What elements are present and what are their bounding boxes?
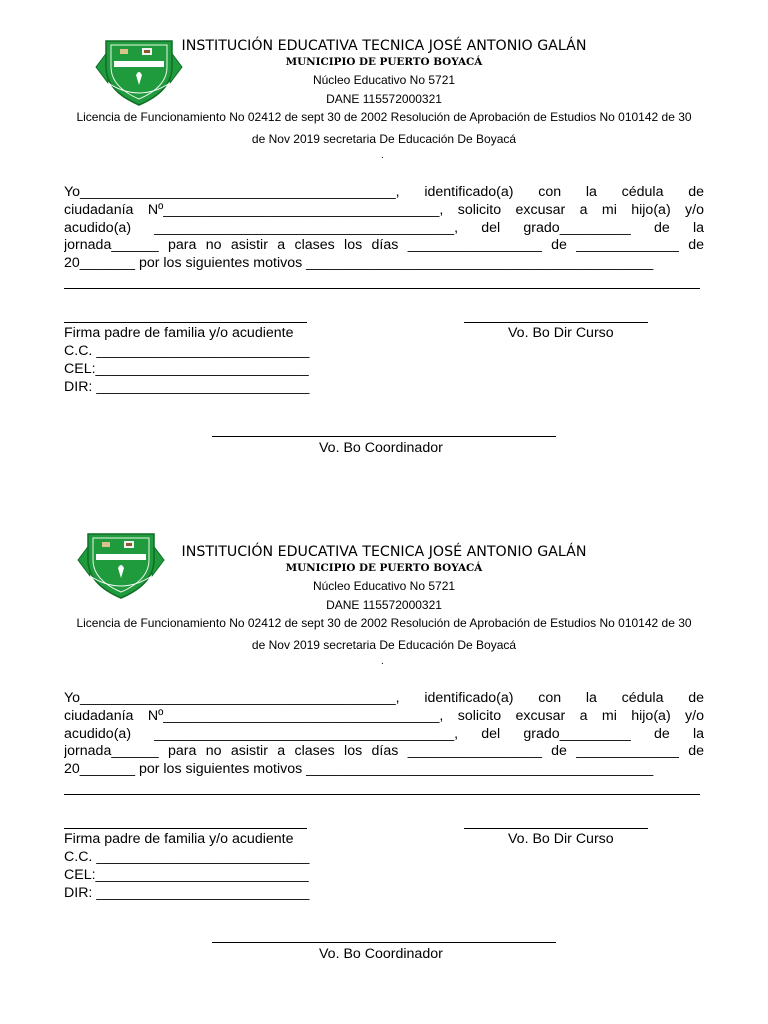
nucleus-line: Núcleo Educativo No 5721 <box>312 73 456 87</box>
dir-field: DIR: ___________________________ <box>64 379 310 395</box>
municipality-title: MUNICIPIO DE PUERTO BOYACÁ <box>285 56 483 68</box>
director-signature-line <box>464 322 648 323</box>
paragraph-line-4: jornada______ para no asistir a clases los días _________________ de _____________ de <box>64 237 704 254</box>
cel-field: CEL:___________________________ <box>64 361 309 377</box>
parent-signature-label: Firma padre de familia y/o acudiente <box>64 325 294 341</box>
paragraph-line-2: ciudadanía Nº___________________________________, solicito excusar a mi hijo(a) y/o <box>64 707 704 724</box>
paragraph-line-3: acudido(a) ______________________________________, del grado_________ de la <box>64 219 704 236</box>
nucleus-line: Núcleo Educativo No 5721 <box>312 579 456 593</box>
coordinator-signature-line <box>212 942 556 943</box>
paragraph-line-5: 20_______ por los siguientes motivos ____________________________________________ <box>64 761 654 778</box>
excuse-form <box>0 506 768 1012</box>
parent-signature-line <box>64 322 307 323</box>
dane-code: DANE 115572000321 <box>326 92 442 106</box>
separator-dot: . <box>381 656 384 667</box>
paragraph-line-4: jornada______ para no asistir a clases los días _________________ de _____________ de <box>64 743 704 760</box>
director-signature-label: Vo. Bo Dir Curso <box>508 831 614 847</box>
director-signature-line <box>464 828 648 829</box>
parent-signature-label: Firma padre de familia y/o acudiente <box>64 831 294 847</box>
license-line-2: de Nov 2019 secretaria De Educación De Boyacá <box>251 132 517 146</box>
dir-field: DIR: ___________________________ <box>64 885 310 901</box>
institution-title: INSTITUCIÓN EDUCATIVA TECNICA JOSÉ ANTONIO GALÁN <box>181 544 587 560</box>
separator-dot: . <box>381 150 384 161</box>
coordinator-signature-line <box>212 436 556 437</box>
license-line-2: de Nov 2019 secretaria De Educación De Boyacá <box>251 638 517 652</box>
cel-field: CEL:___________________________ <box>64 867 309 883</box>
dane-code: DANE 115572000321 <box>326 598 442 612</box>
municipality-title: MUNICIPIO DE PUERTO BOYACÁ <box>285 562 483 574</box>
director-signature-label: Vo. Bo Dir Curso <box>508 325 614 341</box>
paragraph-line-1: Yo________________________________________, identificado(a) con la cédula de <box>64 184 704 200</box>
motives-blank-line <box>64 288 700 289</box>
cc-field: C.C. ___________________________ <box>64 343 310 359</box>
parent-signature-line <box>64 828 307 829</box>
motives-blank-line <box>64 794 700 795</box>
coordinator-signature-label: Vo. Bo Coordinador <box>319 440 443 456</box>
coordinator-signature-label: Vo. Bo Coordinador <box>319 946 443 962</box>
paragraph-line-1: Yo________________________________________, identificado(a) con la cédula de <box>64 690 704 706</box>
paragraph-line-2: ciudadanía Nº___________________________________, solicito excusar a mi hijo(a) y/o <box>64 201 704 218</box>
request-paragraph <box>64 184 704 273</box>
license-line-1: Licencia de Funcionamiento No 02412 de sept 30 de 2002 Resolución de Aprobación de Estudios No 010142 de 30 <box>76 616 692 630</box>
excuse-form <box>0 0 768 506</box>
paragraph-line-5: 20_______ por los siguientes motivos ____________________________________________ <box>64 255 654 272</box>
license-line-1: Licencia de Funcionamiento No 02412 de sept 30 de 2002 Resolución de Aprobación de Estudios No 010142 de 30 <box>76 110 692 124</box>
institution-title: INSTITUCIÓN EDUCATIVA TECNICA JOSÉ ANTONIO GALÁN <box>181 38 587 54</box>
cc-field: C.C. ___________________________ <box>64 849 310 865</box>
paragraph-line-3: acudido(a) ______________________________________, del grado_________ de la <box>64 725 704 742</box>
request-paragraph <box>64 690 704 779</box>
